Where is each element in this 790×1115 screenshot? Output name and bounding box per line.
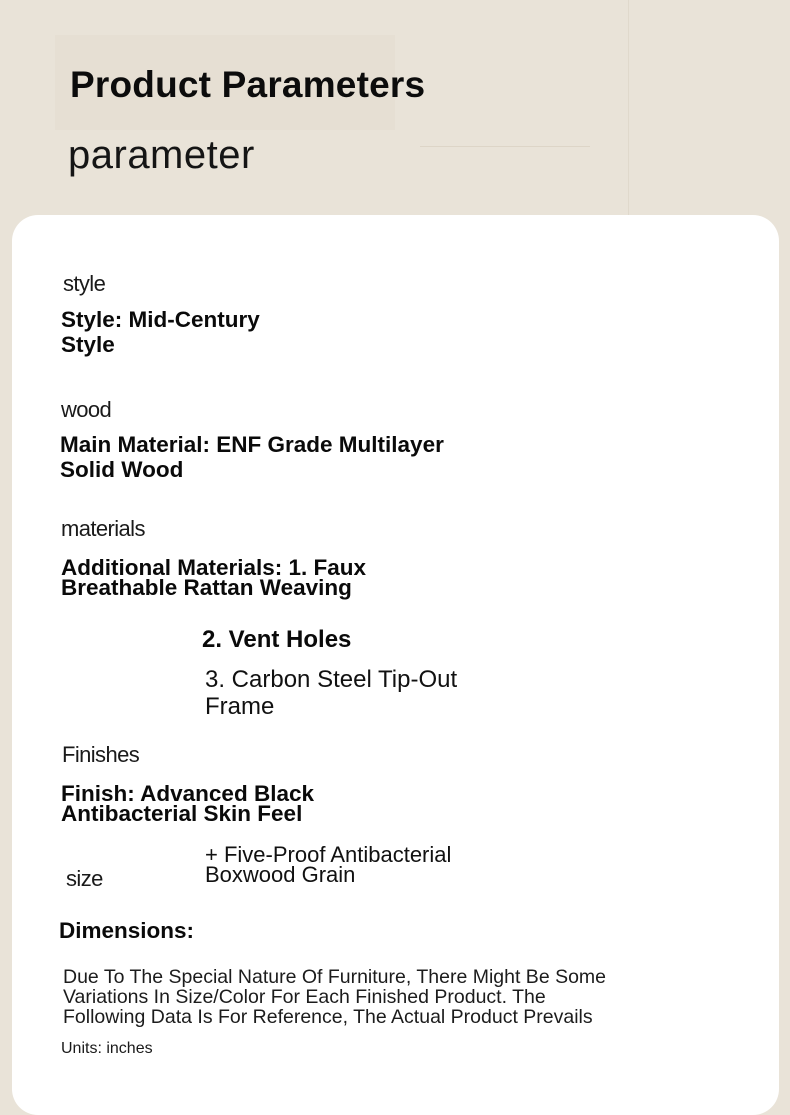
finishes-value — [61, 781, 314, 826]
dimensions-heading: Dimensions: — [59, 918, 195, 943]
units-label: Units: inches — [61, 1040, 153, 1057]
background-divider — [628, 0, 629, 215]
style-label: style — [63, 271, 106, 296]
wood-value — [60, 432, 444, 482]
materials-item-frame-line: Frame — [205, 693, 275, 720]
size-disclaimer-line: Following Data Is For Reference, The Actual Product Prevails — [63, 1006, 593, 1028]
wood-value-line: Main Material: ENF Grade Multilayer — [60, 432, 444, 457]
finishes-extra — [205, 842, 452, 887]
background-divider — [420, 146, 590, 147]
wood-value-line: Solid Wood — [60, 457, 184, 482]
size-disclaimer-line: Due To The Special Nature Of Furniture, There Might Be Some — [63, 966, 607, 988]
finishes-extra-line: Boxwood Grain — [205, 862, 356, 887]
size-disclaimer-line: Variations In Size/Color For Each Finished Product. The — [63, 986, 546, 1008]
style-value-line: Style — [61, 332, 115, 357]
finishes-value-line: Finish: Advanced Black — [61, 781, 314, 806]
finishes-label: Finishes — [62, 742, 140, 767]
finishes-extra-line: + Five-Proof Antibacterial — [205, 842, 452, 867]
style-value — [61, 307, 260, 357]
materials-item-frame — [205, 666, 457, 720]
materials-item-vent-holes: 2. Vent Holes — [202, 626, 352, 653]
wood-label: wood — [61, 397, 112, 422]
page-subtitle: parameter — [68, 133, 255, 177]
page-title: Product Parameters — [70, 64, 426, 105]
materials-value-line: Breathable Rattan Weaving — [61, 575, 352, 600]
materials-label: materials — [61, 516, 145, 541]
finishes-value-line: Antibacterial Skin Feel — [61, 801, 303, 826]
materials-value-line: Additional Materials: 1. Faux — [61, 555, 367, 580]
size-label: size — [66, 866, 103, 891]
size-disclaimer — [63, 967, 606, 1027]
materials-item-frame-line: 3. Carbon Steel Tip-Out — [205, 666, 458, 693]
style-value-line: Style: Mid-Century — [61, 307, 260, 332]
materials-value — [61, 555, 367, 600]
